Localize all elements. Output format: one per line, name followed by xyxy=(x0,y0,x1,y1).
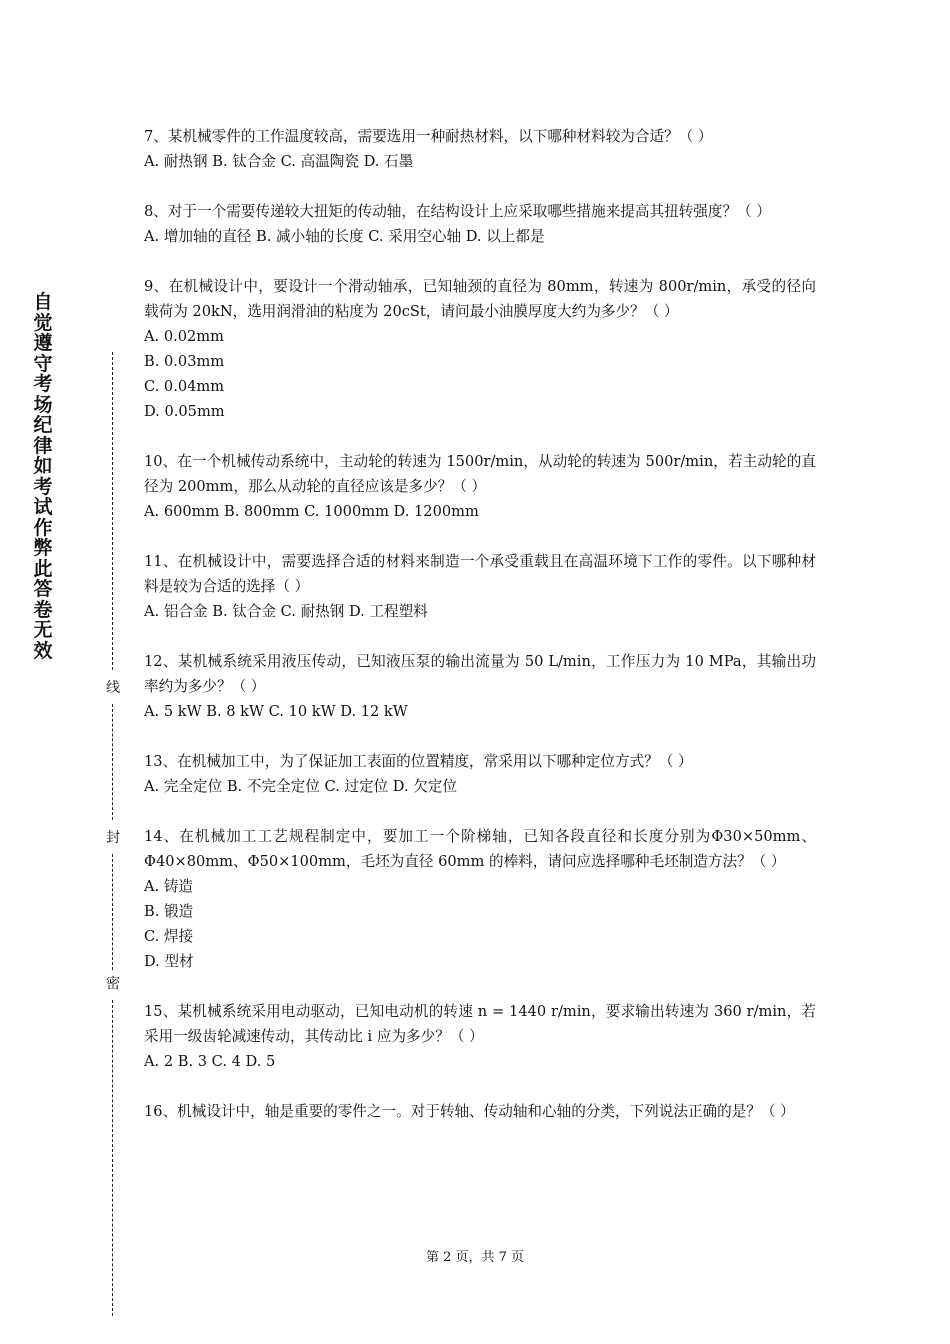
question-options: C. 0.04mm xyxy=(144,378,225,395)
question-item xyxy=(144,124,816,174)
question-options: C. 焊接 xyxy=(144,928,194,945)
question-stem: 9、在机械设计中，要设计一个滑动轴承，已知轴颈的直径为 80mm，转速为 800r/min，承受的径向载荷为 20kN，选用润滑油的粘度为 20cSt，请问最小油膜厚度大约为多少？（ ） xyxy=(144,278,816,320)
question-options: A. 铝合金 B. 钛合金 C. 耐热钢 D. 工程塑料 xyxy=(144,603,428,620)
question-item xyxy=(144,1099,816,1124)
question-stem: 7、某机械零件的工作温度较高，需要选用一种耐热材料，以下哪种材料较为合适？（ ） xyxy=(144,128,713,145)
question-stem: 12、某机械系统采用液压传动，已知液压泵的输出流量为 50 L/min，工作压力为 10 MPa，其输出功率约为多少？（ ） xyxy=(144,653,816,695)
binding-dashed-line xyxy=(112,854,113,970)
question-options: D. 型材 xyxy=(144,953,194,970)
binding-dashed-line xyxy=(112,1000,113,1316)
question-options: B. 锻造 xyxy=(144,903,194,920)
question-item xyxy=(144,824,816,974)
question-options: B. 0.03mm xyxy=(144,353,225,370)
question-stem: 14、在机械加工工艺规程制定中，要加工一个阶梯轴，已知各段直径和长度分别为Φ30×50mm、Φ40×80mm、Φ50×100mm，毛坯为直径 60mm 的棒料，请问应选择哪种毛坯制造方法？（ ） xyxy=(144,828,816,870)
seal-seal-mark: 封 xyxy=(106,830,120,846)
question-item xyxy=(144,749,816,799)
question-item xyxy=(144,999,816,1074)
question-stem: 15、某机械系统采用电动驱动，已知电动机的转速 n = 1440 r/min，要求输出转速为 360 r/min，若采用一级齿轮减速传动，其传动比 i 应为多少？（ ） xyxy=(144,1003,816,1045)
question-stem: 11、在机械设计中，需要选择合适的材料来制造一个承受重载且在高温环境下工作的零件。以下哪种材料是较为合适的选择（ ） xyxy=(144,553,816,595)
question-options: A. 增加轴的直径 B. 减小轴的长度 C. 采用空心轴 D. 以上都是 xyxy=(144,228,545,245)
question-options: A. 耐热钢 B. 钛合金 C. 高温陶瓷 D. 石墨 xyxy=(144,153,414,170)
binding-dashed-line xyxy=(112,704,113,820)
question-stem: 8、对于一个需要传递较大扭矩的传动轴，在结构设计上应采取哪些措施来提高其扭转强度？（ ） xyxy=(144,203,771,220)
question-item xyxy=(144,649,816,724)
question-options: D. 0.05mm xyxy=(144,403,225,420)
page-number: 第 2 页，共 7 页 xyxy=(425,1250,525,1265)
question-options: A. 铸造 xyxy=(144,878,194,895)
question-options: A. 2 B. 3 C. 4 D. 5 xyxy=(144,1053,276,1070)
question-item xyxy=(144,549,816,624)
binding-dashed-line xyxy=(112,352,113,670)
exam-discipline-warning: 自觉遵守考场纪律如考试作弊此答卷无效 xyxy=(33,291,53,662)
question-options: A. 600mm B. 800mm C. 1000mm D. 1200mm xyxy=(144,503,479,520)
seal-line-mark: 线 xyxy=(106,680,120,696)
seal-secret-mark: 密 xyxy=(106,976,120,992)
question-options: A. 5 kW B. 8 kW C. 10 kW D. 12 kW xyxy=(144,703,408,720)
question-options: A. 完全定位 B. 不完全定位 C. 过定位 D. 欠定位 xyxy=(144,778,458,795)
question-item xyxy=(144,199,816,249)
question-options: A. 0.02mm xyxy=(144,328,224,345)
question-stem: 16、机械设计中，轴是重要的零件之一。对于转轴、传动轴和心轴的分类，下列说法正确的是？（ ） xyxy=(144,1103,795,1120)
question-stem: 10、在一个机械传动系统中，主动轮的转速为 1500r/min，从动轮的转速为 500r/min，若主动轮的直径为 200mm，那么从动轮的直径应该是多少？（ ） xyxy=(144,453,816,495)
question-item xyxy=(144,449,816,524)
question-item xyxy=(144,274,816,424)
question-stem: 13、在机械加工中，为了保证加工表面的位置精度，常采用以下哪种定位方式？（ ） xyxy=(144,753,693,770)
question-list xyxy=(144,124,816,1149)
